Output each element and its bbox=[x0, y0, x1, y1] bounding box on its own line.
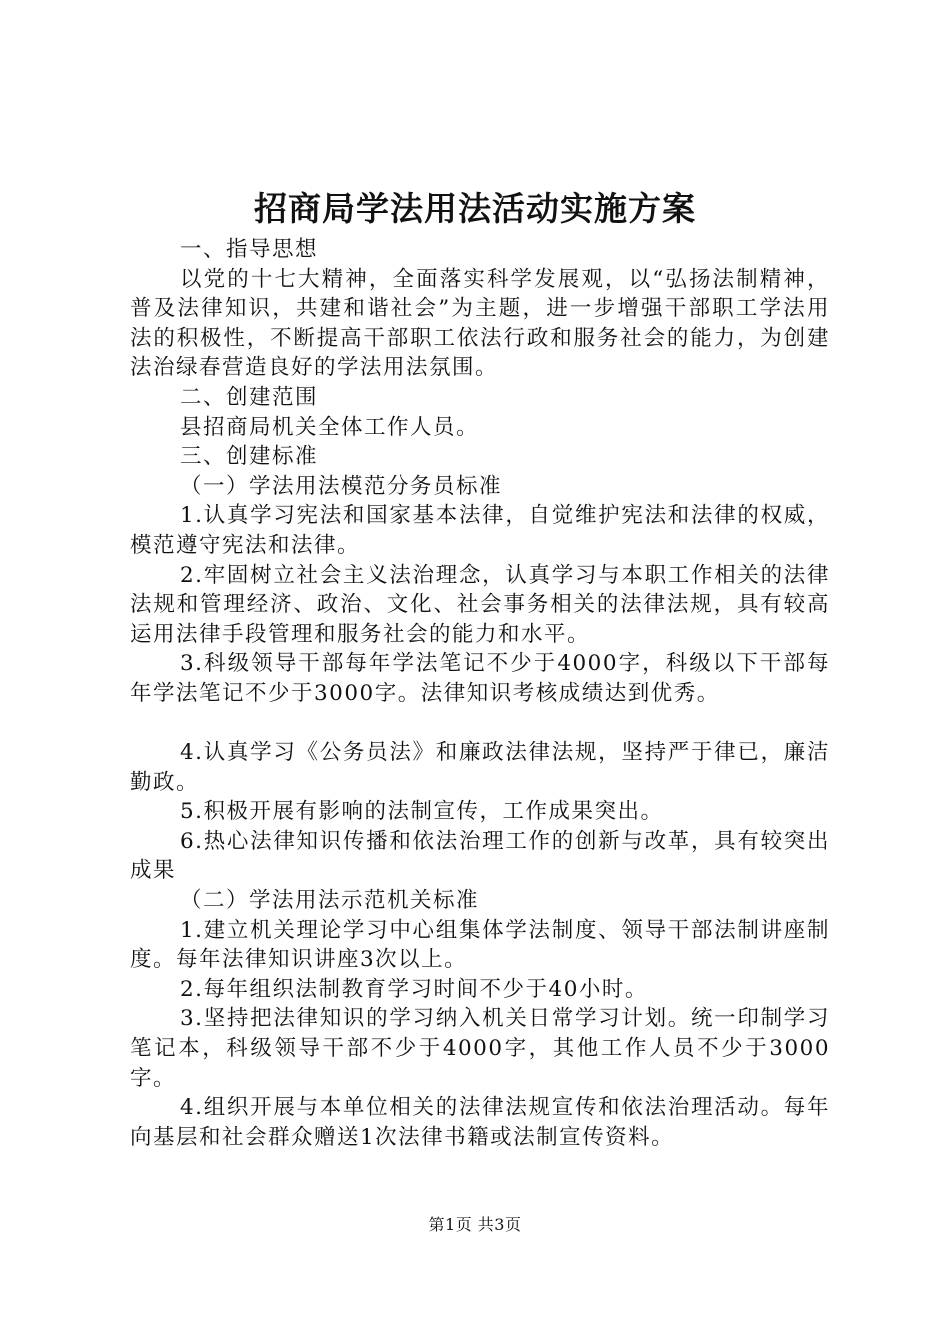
list-item: 1.建立机关理论学习中心组集体学法制度、领导干部法制讲座制度。每年法律知识讲座3次以上。 bbox=[130, 917, 830, 973]
paragraph-scope: 县招商局机关全体工作人员。 bbox=[180, 414, 480, 440]
heading-guiding-ideology: 一、指导思想 bbox=[180, 237, 319, 262]
list-item: 1.认真学习宪法和国家基本法律，自觉维护宪法和法律的权威，模范遵守宪法和法律。 bbox=[130, 503, 830, 558]
heading-scope: 二、创建范围 bbox=[180, 384, 319, 410]
subheading-model-agency-standards: （二）学法用法示范机关标准 bbox=[180, 888, 480, 914]
list-item: 2.每年组织法制教育学习时间不少于40小时。 bbox=[180, 976, 648, 1002]
document-title: 招商局学法用法活动实施方案 bbox=[254, 189, 696, 228]
list-item: 5.积极开展有影响的法制宣传，工作成果突出。 bbox=[180, 799, 664, 825]
list-item: 4.组织开展与本单位相关的法律法规宣传和依法治理活动。每年向基层和社会群众赠送1次法律书籍或法制宣传资料。 bbox=[130, 1095, 830, 1150]
subheading-civil-servant-standards: （一）学法用法模范分务员标准 bbox=[180, 473, 503, 499]
paragraph-guiding-ideology: 以党的十七大精神，全面落实科学发展观，以“弘扬法制精神，普及法律知识，共建和谐社会”为主题，进一步增强干部职工学法用法的积极性，不断提高干部职工依法行政和服务社会的能力，为创建法治绿春营造良好的学法用法氛围。 bbox=[130, 266, 830, 381]
document-body bbox=[130, 235, 830, 1152]
list-item: 3.科级领导干部每年学法笔记不少于4000字，科级以下干部每年学法笔记不少于3000字。法律知识考核成绩达到优秀。 bbox=[130, 651, 830, 706]
list-item: 2.牢固树立社会主义法治理念，认真学习与本职工作相关的法律法规和管理经济、政治、文化、社会事务相关的法律法规，具有较高运用法律手段管理和服务社会的能力和水平。 bbox=[130, 562, 830, 647]
list-item: 4.认真学习《公务员法》和廉政法律法规，坚持严于律已，廉洁勤政。 bbox=[130, 740, 830, 795]
page-number-footer: 第1页 共3页 bbox=[428, 1215, 522, 1234]
heading-standards: 三、创建标准 bbox=[180, 444, 319, 470]
list-item: 3.坚持把法律知识的学习纳入机关日常学习计划。统一印制学习笔记本，科级领导干部不少于4000字，其他工作人员不少于3000字。 bbox=[130, 1006, 830, 1091]
blank-line bbox=[130, 709, 830, 739]
list-item: 6.热心法律知识传播和依法治理工作的创新与改革，具有较突出成果 bbox=[130, 828, 830, 884]
